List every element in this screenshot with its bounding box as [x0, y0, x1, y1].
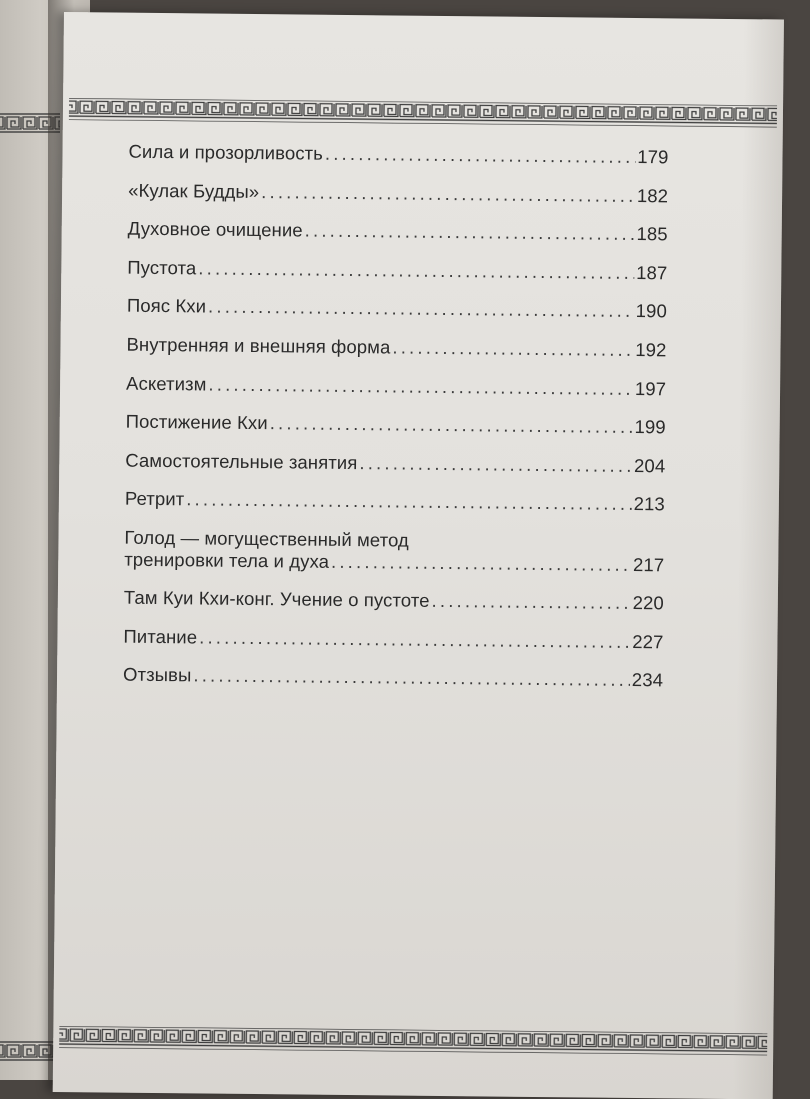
toc-entry-page: 187 [636, 261, 668, 284]
toc-entry[interactable] [127, 295, 667, 339]
toc-entry-page: 220 [632, 591, 664, 614]
toc-entry-page: 213 [633, 493, 665, 515]
toc-entry-page: 182 [636, 184, 669, 206]
toc-leader-dots [392, 336, 633, 361]
toc-entry-title: Духовное очищение [127, 217, 303, 241]
toc-entry[interactable] [127, 218, 667, 262]
toc-entry-title-line1: Голод — могущественный метод [124, 526, 410, 551]
greek-key-border-bottom-icon [53, 1024, 773, 1058]
toc-entry-page: 227 [632, 630, 664, 652]
toc-entry-page: 199 [634, 416, 666, 438]
toc-leader-dots [261, 181, 635, 207]
book-page [53, 12, 784, 1099]
toc-entry-page: 197 [634, 377, 667, 399]
toc-entry[interactable] [125, 411, 665, 455]
toc-entry-page: 185 [636, 223, 668, 245]
toc-entry-title: «Кулак Будды» [128, 179, 260, 202]
toc-entry-page: 204 [634, 454, 666, 477]
toc-entry-title: Постижение Кхи [125, 410, 268, 434]
toc-entry[interactable] [124, 587, 664, 631]
toc-entry[interactable] [125, 449, 665, 493]
toc-entry[interactable] [123, 625, 663, 669]
toc-entry[interactable] [124, 527, 665, 593]
toc-entry[interactable] [125, 488, 665, 532]
toc-leader-dots [186, 489, 632, 516]
toc-entry-page: 190 [635, 300, 668, 322]
toc-entry[interactable] [123, 664, 663, 708]
toc-entry[interactable] [127, 256, 667, 300]
toc-entry-title: Внутренняя и внешняя форма [126, 333, 391, 358]
toc-leader-dots [199, 626, 630, 653]
toc-leader-dots [208, 296, 634, 322]
toc-leader-dots [305, 220, 635, 245]
toc-entry[interactable] [126, 334, 666, 378]
toc-leader-dots [270, 412, 633, 438]
greek-key-border-top-icon [63, 96, 783, 130]
toc-entry-title: Пустота [127, 256, 197, 279]
toc-entry-title: Аскетизм [126, 372, 207, 395]
toc-entry-title: Отзывы [122, 663, 192, 686]
toc-leader-dots [431, 590, 630, 614]
toc-entry[interactable] [126, 372, 666, 416]
toc-entry[interactable] [128, 141, 668, 185]
toc-entry-title: Сила и прозорливость [128, 140, 324, 164]
toc-leader-dots [325, 143, 636, 168]
toc-entry-page: 179 [637, 146, 669, 168]
toc-entry-title-line2: тренировки тела и духа [124, 548, 330, 572]
toc-entry-title: Питание [123, 625, 198, 647]
toc-leader-dots [198, 257, 634, 284]
toc-entry-title: Там Куи Кхи-конг. Учение о пустоте [123, 586, 430, 611]
toc-entry-page: 217 [632, 553, 665, 576]
toc-entry-page: 234 [631, 669, 664, 691]
toc-leader-dots [193, 665, 630, 692]
toc-entry-title: Пояс Кхи [126, 295, 207, 317]
toc-entry-title: Самостоятельные занятия [125, 449, 358, 473]
toc-leader-dots [331, 551, 631, 576]
toc-entry-title: Ретрит [124, 488, 185, 510]
toc-entry[interactable] [128, 179, 668, 223]
table-of-contents [123, 141, 669, 708]
toc-leader-dots [359, 452, 632, 477]
toc-entry-page: 192 [635, 338, 667, 361]
page-edge-shade [733, 19, 784, 1099]
toc-leader-dots [208, 373, 633, 399]
